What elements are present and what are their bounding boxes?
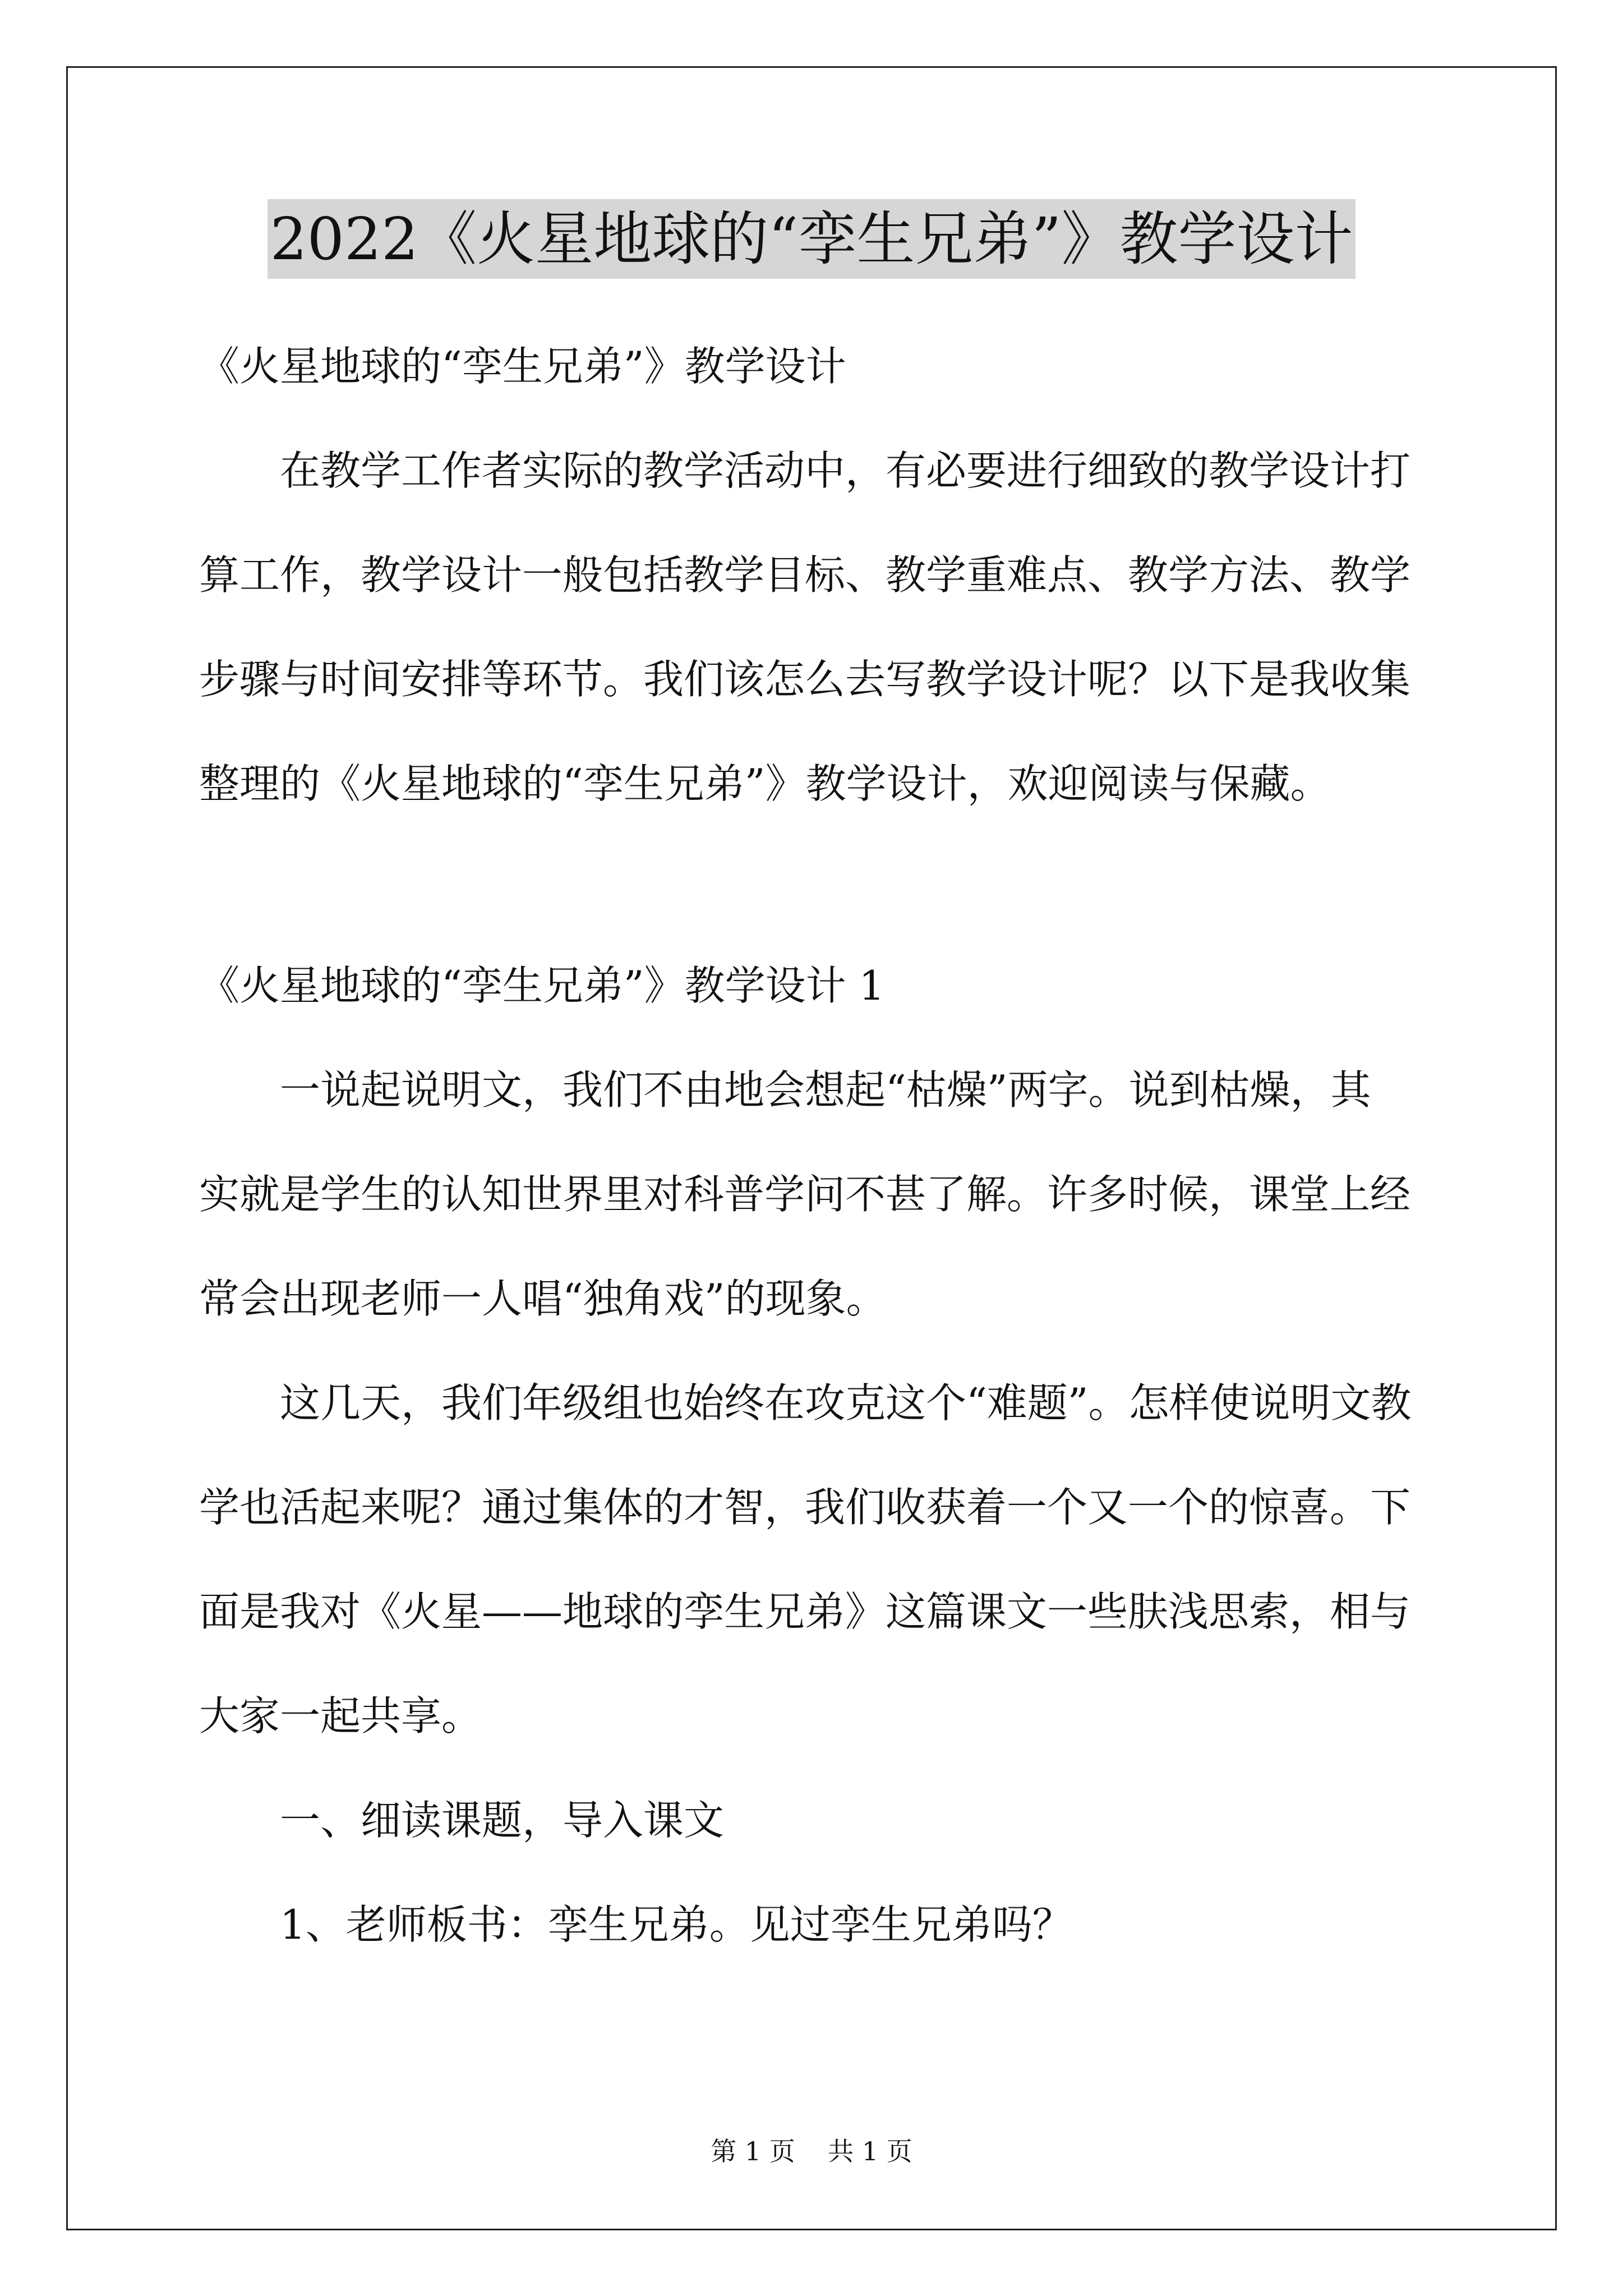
outline-item: 1、老师板书：孪生兄弟。见过孪生兄弟吗？ [280, 1901, 1073, 1948]
paragraph-line: 大家一起共享。 [199, 1692, 482, 1740]
page-footer: 第 1 页 共 1 页 [711, 2136, 912, 2166]
intro-line: 在教学工作者实际的教学活动中，有必要进行细致的教学设计打 [280, 447, 1411, 494]
paragraph-line: 学也活起来呢？通过集体的才智，我们收获着一个又一个的惊喜。下 [199, 1484, 1411, 1531]
document-body [199, 314, 1427, 1977]
paragraph-line: 实就是学生的认知世界里对科普学问不甚了解。许多时候，课堂上经 [199, 1171, 1411, 1218]
title-container [0, 199, 1623, 279]
paragraph-line: 这几天，我们年级组也始终在攻克这个“难题”。怎样使说明文教 [280, 1379, 1412, 1427]
section-gap [199, 836, 1427, 933]
document-title: 2022《火星地球的“孪生兄弟”》教学设计 [268, 199, 1355, 279]
intro-line: 步骤与时间安排等环节。我们该怎么去写教学设计呢？以下是我收集 [199, 656, 1411, 703]
intro-line: 整理的《火星地球的“孪生兄弟”》教学设计，欢迎阅读与保藏。 [199, 760, 1331, 807]
outline-item: 一、细读课题，导入课文 [280, 1797, 725, 1844]
paragraph-line: 常会出现老师一人唱“独角戏”的现象。 [199, 1275, 887, 1322]
paragraph-line: 面是我对《火星——地球的孪生兄弟》这篇课文一些肤浅思索，相与 [199, 1588, 1411, 1635]
document-subtitle: 《火星地球的“孪生兄弟”》教学设计 [199, 343, 846, 390]
section-heading: 《火星地球的“孪生兄弟”》教学设计 1 [199, 962, 885, 1009]
intro-line: 算工作，教学设计一般包括教学目标、教学重难点、教学方法、教学 [199, 551, 1411, 599]
paragraph-line: 一说起说明文，我们不由地会想起“枯燥”两字。说到枯燥，其 [280, 1066, 1371, 1114]
